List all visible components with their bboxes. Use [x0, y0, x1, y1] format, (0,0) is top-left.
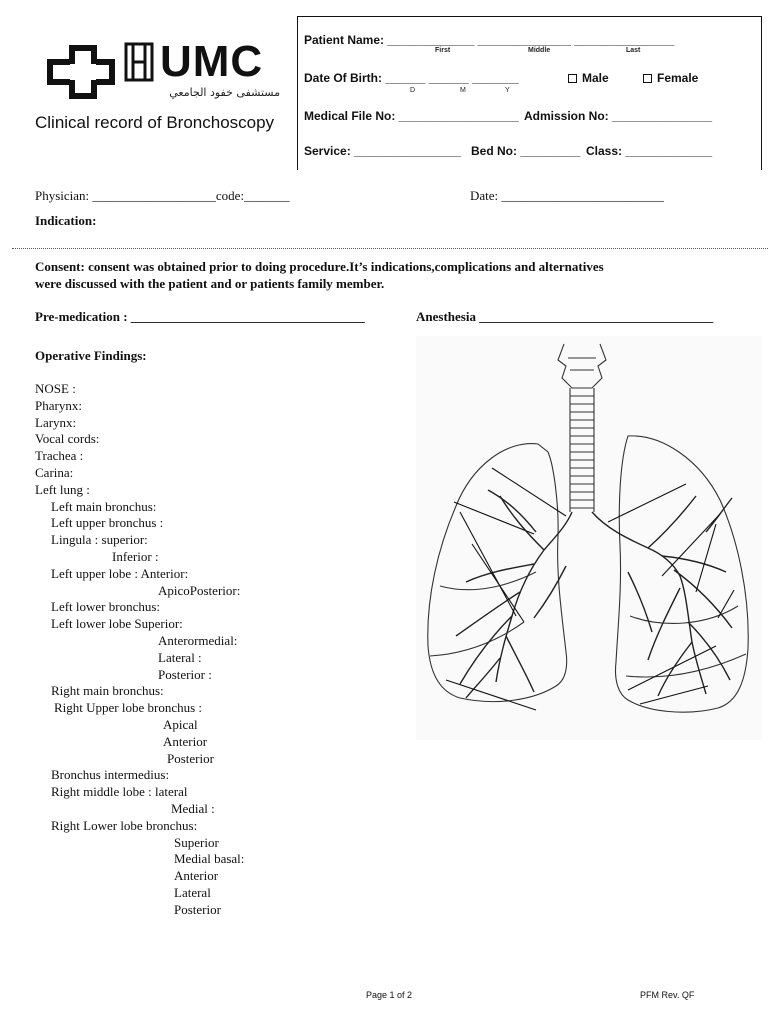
indication-label: Indication: [35, 213, 97, 228]
logo-arabic-text: مستشفى خفود الجامعي [169, 86, 280, 99]
section-divider [12, 248, 768, 249]
premedication-field[interactable]: Pre-medication : ____________________________________ [35, 309, 365, 324]
finding-item: Left main bronchus: [51, 498, 157, 514]
male-label: Male [582, 71, 609, 85]
name-first-caption: First [435, 47, 451, 54]
finding-item: Right Upper lobe bronchus : [54, 700, 203, 716]
finding-item: NOSE : [35, 381, 76, 396]
finding-item: Posterior : [158, 666, 212, 682]
dob-year-caption: Y [505, 87, 510, 94]
finding-item: Left upper lobe : Anterior: [51, 565, 189, 581]
bed-number-field[interactable]: Bed No: _________ [471, 144, 581, 158]
dob-day-caption: D [410, 87, 416, 94]
logo-text: UMC [160, 37, 264, 86]
name-last-caption: Last [626, 47, 641, 54]
finding-item: Left lung : [35, 481, 90, 497]
female-label: Female [657, 71, 699, 85]
umc-logo-icon [44, 42, 122, 102]
finding-item: Posterior [167, 750, 214, 766]
operative-findings-heading: Operative Findings: [35, 348, 147, 363]
anesthesia-field[interactable]: Anesthesia ____________________________________ [416, 309, 714, 324]
hospital-h-icon [124, 42, 154, 82]
finding-item: Left upper bronchus : [51, 515, 164, 531]
finding-item: Lateral : [158, 649, 202, 665]
finding-item: Carina: [35, 465, 74, 480]
finding-item: Pharynx: [35, 397, 82, 413]
finding-item: Medial basal: [174, 851, 245, 867]
male-checkbox[interactable] [568, 74, 577, 83]
female-option[interactable] [643, 71, 698, 85]
finding-item: Lateral [174, 885, 211, 900]
finding-item: Medial : [171, 801, 215, 816]
finding-item: Trachea : [35, 448, 84, 464]
finding-item: Right Lower lobe bronchus: [51, 817, 198, 833]
form-revision: PFM Rev. QF [640, 990, 695, 1000]
page-number: Page 1 of 2 [366, 990, 413, 1000]
finding-item: Right middle lobe : lateral [51, 784, 188, 800]
date-field[interactable]: Date: _________________________ [470, 188, 664, 203]
male-option[interactable] [568, 71, 609, 85]
finding-item: Lingula : superior: [51, 532, 148, 548]
finding-item: Vocal cords: [35, 431, 100, 447]
dob-month-caption: M [460, 87, 466, 94]
admission-number-field[interactable]: Admission No: _______________ [524, 109, 713, 123]
class-field[interactable]: Class: _____________ [586, 144, 713, 158]
finding-item: Apical [163, 717, 198, 732]
document-title: Clinical record of Bronchoscopy [35, 113, 275, 132]
service-field[interactable]: Service: ________________ [304, 144, 461, 158]
finding-item: Right main bronchus: [51, 683, 164, 699]
finding-item: Posterior [174, 901, 221, 917]
finding-item: Inferior : [112, 549, 159, 564]
female-checkbox[interactable] [643, 74, 652, 83]
finding-item: Bronchus intermedius: [51, 767, 170, 783]
consent-line-1: Consent: consent was obtained prior to doing procedure.It’s indications,complications and alternatives [35, 259, 604, 274]
name-middle-caption: Middle [528, 47, 551, 54]
patient-info-box [297, 16, 762, 170]
finding-item: Anterior [163, 733, 208, 749]
patient-name-field[interactable]: Patient Name: _____________ ______________ _______________ [304, 33, 675, 47]
finding-item: Superior [174, 834, 219, 850]
date-of-birth-field[interactable]: Date Of Birth: ______ ______ _______ [304, 71, 519, 85]
physician-field[interactable]: Physician: ___________________code:_______ [35, 188, 290, 203]
finding-item: Left lower lobe Superior: [51, 616, 183, 632]
finding-item: Left lower bronchus: [51, 599, 161, 615]
finding-item: Anterormedial: [158, 633, 238, 648]
finding-item: ApicoPosterior: [158, 582, 241, 598]
medical-file-number-field[interactable]: Medical File No: __________________ [304, 109, 519, 123]
consent-line-2: were discussed with the patient and or patients family member. [35, 276, 385, 291]
finding-item: Larynx: [35, 414, 77, 430]
lungs-diagram-icon [416, 336, 762, 740]
finding-item: Anterior [174, 868, 219, 884]
